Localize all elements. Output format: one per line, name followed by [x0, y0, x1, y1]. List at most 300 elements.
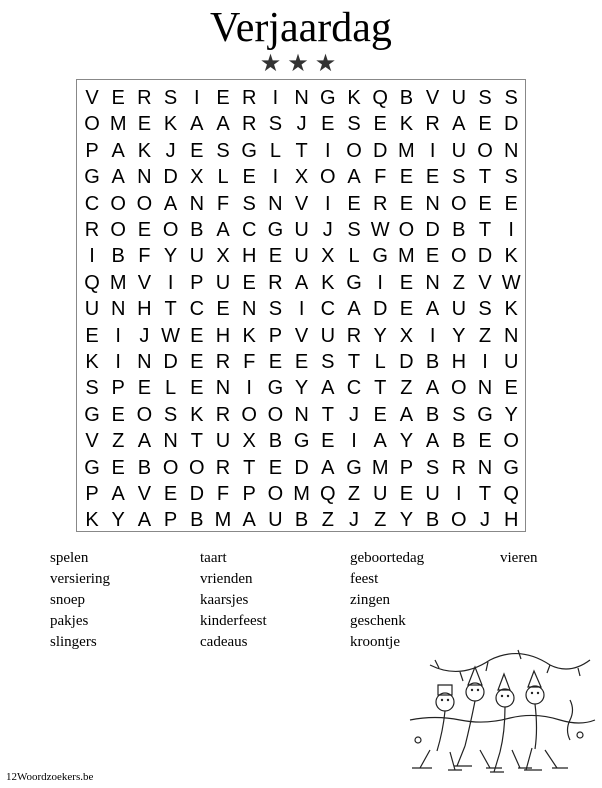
grid-letter: T: [190, 430, 203, 453]
grid-letter: L: [269, 139, 281, 162]
grid-row: [77, 111, 527, 137]
grid-letter: Z: [452, 271, 465, 294]
grid-row: [77, 349, 527, 375]
grid-letter: E: [294, 351, 309, 373]
grid-letter: E: [321, 430, 335, 453]
grid-letter: M: [109, 113, 127, 136]
grid-letter: R: [137, 87, 152, 109]
grid-letter: S: [504, 87, 518, 109]
grid-letter: I: [115, 351, 121, 373]
grid-letter: A: [111, 483, 125, 505]
grid-row: [77, 507, 527, 533]
grid-row: [77, 296, 527, 322]
grid-row: [77, 481, 527, 507]
grid-letter: G: [267, 219, 284, 241]
grid-letter: Z: [374, 509, 387, 532]
grid-letter: S: [321, 351, 335, 373]
grid-letter: U: [503, 351, 519, 373]
grid-letter: E: [399, 166, 414, 189]
grid-letter: O: [84, 113, 100, 136]
grid-letter: N: [163, 430, 178, 453]
grid-letter: E: [399, 271, 414, 294]
grid-letter: U: [189, 245, 205, 268]
grid-letter: R: [241, 113, 257, 136]
grid-letter: M: [293, 483, 310, 505]
grid-row: [77, 455, 527, 481]
grid-letter: X: [216, 245, 230, 268]
grid-letter: D: [477, 245, 493, 268]
grid-letter: I: [482, 351, 488, 373]
grid-letter: P: [163, 509, 178, 532]
grid-letter: A: [137, 430, 152, 453]
grid-letter: E: [137, 113, 152, 136]
word-column-4: [500, 548, 537, 569]
grid-letter: Z: [400, 377, 413, 400]
grid-letter: B: [294, 509, 309, 532]
grid-letter: A: [111, 139, 125, 162]
grid-letter: N: [268, 192, 283, 215]
grid-letter: E: [478, 430, 492, 453]
word-item: versiering: [50, 571, 110, 587]
grid-letter: Z: [347, 483, 361, 505]
grid-letter: E: [137, 219, 152, 241]
grid-letter: Q: [320, 483, 336, 505]
grid-letter: Y: [111, 509, 125, 532]
grid-letter: G: [84, 456, 100, 479]
grid-letter: G: [293, 430, 310, 453]
grid-letter: C: [84, 192, 100, 215]
grid-letter: S: [452, 166, 466, 189]
grid-letter: E: [242, 166, 256, 189]
grid-letter: O: [189, 456, 205, 479]
grid-row: [77, 164, 527, 190]
grid-letter: S: [268, 298, 283, 321]
grid-letter: E: [373, 403, 387, 426]
word-item: geboortedag: [350, 550, 425, 566]
grid-letter: N: [137, 351, 152, 373]
grid-letter: E: [137, 377, 152, 400]
grid-letter: G: [346, 271, 362, 294]
grid-letter: E: [425, 166, 440, 189]
grid-letter: H: [503, 509, 519, 532]
grid-letter: O: [346, 139, 362, 162]
grid-letter: D: [163, 166, 178, 189]
grid-letter: K: [399, 113, 414, 136]
grid-letter: P: [190, 271, 204, 294]
grid-row: [77, 217, 527, 243]
grid-letter: I: [115, 324, 121, 347]
grid-letter: F: [374, 166, 387, 189]
grid-letter: A: [190, 113, 204, 136]
grid-letter: T: [243, 456, 256, 479]
grid-letter: X: [190, 166, 204, 189]
grid-letter: G: [503, 456, 519, 479]
grid-letter: V: [294, 192, 309, 215]
grid-letter: U: [268, 509, 283, 532]
grid-letter: K: [163, 113, 178, 136]
grid-letter: N: [294, 403, 309, 426]
grid-letter: O: [110, 219, 126, 241]
grid-letter: B: [399, 87, 414, 109]
grid-letter: G: [241, 139, 257, 162]
grid-letter: A: [347, 166, 361, 189]
grid-letter: W: [370, 219, 390, 241]
grid-letter: Y: [452, 324, 466, 347]
grid-letter: U: [372, 483, 388, 505]
grid-letter: H: [215, 324, 231, 347]
word-item: taart: [200, 550, 227, 566]
grid-letter: B: [137, 456, 152, 479]
grid-letter: N: [503, 324, 519, 347]
grid-letter: A: [373, 430, 387, 453]
grid-letter: Q: [503, 483, 519, 505]
grid-letter: T: [164, 298, 177, 321]
grid-letter: T: [321, 403, 334, 426]
grid-letter: F: [216, 192, 230, 215]
grid-letter: W: [501, 271, 521, 294]
difficulty-stars: ★★★: [259, 51, 343, 77]
word-item: vieren: [500, 550, 538, 566]
grid-letter: K: [137, 139, 152, 162]
grid-letter: O: [136, 192, 153, 215]
grid-letter: I: [456, 483, 462, 505]
grid-letter: D: [294, 456, 309, 479]
grid-letter: D: [399, 351, 414, 373]
grid-letter: O: [398, 219, 415, 241]
grid-letter: N: [477, 456, 493, 479]
grid-letter: O: [451, 192, 467, 215]
grid-letter: A: [163, 192, 178, 215]
grid-letter: A: [425, 430, 440, 453]
grid-letter: Y: [294, 377, 309, 400]
grid-letter: A: [242, 509, 256, 532]
grid-letter: J: [296, 113, 307, 136]
grid-letter: N: [110, 298, 126, 321]
grid-letter: B: [111, 245, 125, 268]
grid-letter: R: [372, 192, 388, 215]
grid-row: [77, 85, 527, 111]
grid-letter: S: [478, 298, 492, 321]
grid-letter: B: [452, 219, 466, 241]
grid-letter: I: [272, 87, 279, 109]
word-search-grid: [76, 79, 526, 532]
grid-letter: D: [163, 351, 178, 373]
grid-letter: S: [85, 377, 99, 400]
grid-letter: J: [322, 219, 333, 241]
grid-row: [77, 138, 527, 164]
grid-letter: S: [163, 403, 178, 426]
grid-row: [77, 270, 527, 296]
grid-letter: S: [478, 87, 492, 109]
grid-letter: P: [85, 483, 99, 505]
grid-letter: P: [111, 377, 125, 400]
grid-letter: E: [190, 351, 204, 373]
grid-letter: D: [503, 113, 519, 136]
grid-letter: S: [504, 166, 518, 189]
grid-row: [77, 428, 527, 454]
grid-letter: E: [478, 192, 492, 215]
grid-letter: O: [110, 192, 126, 215]
grid-letter: R: [215, 351, 231, 373]
grid-letter: U: [451, 298, 467, 321]
grid-letter: U: [84, 298, 100, 321]
grid-letter: G: [372, 245, 388, 268]
grid-letter: R: [241, 87, 257, 109]
grid-letter: M: [109, 271, 127, 294]
grid-letter: E: [216, 87, 230, 109]
grid-letter: E: [268, 351, 283, 373]
grid-letter: B: [425, 351, 440, 373]
grid-letter: O: [267, 483, 284, 505]
grid-letter: U: [320, 324, 336, 347]
grid-letter: R: [84, 219, 100, 241]
word-item: pakjes: [50, 613, 89, 629]
grid-letter: M: [214, 509, 232, 532]
grid-letter: Y: [373, 324, 387, 347]
grid-letter: Z: [321, 509, 334, 532]
grid-letter: X: [294, 166, 309, 189]
word-column-3: [350, 548, 424, 653]
grid-letter: I: [377, 271, 383, 294]
word-item: feest: [350, 571, 379, 587]
grid-letter: R: [451, 456, 467, 479]
grid-letter: I: [194, 87, 200, 109]
grid-letter: L: [348, 245, 360, 268]
grid-letter: L: [374, 351, 386, 373]
word-item: slingers: [50, 634, 97, 650]
grid-letter: H: [137, 298, 152, 321]
grid-letter: J: [349, 509, 359, 532]
grid-letter: A: [137, 509, 152, 532]
grid-letter: N: [425, 192, 440, 215]
grid-letter: A: [347, 298, 361, 321]
grid-letter: I: [508, 219, 514, 241]
word-item: snoep: [50, 592, 85, 608]
grid-letter: F: [216, 483, 230, 505]
grid-letter: G: [84, 403, 100, 426]
grid-letter: R: [215, 456, 231, 479]
grid-letter: C: [189, 298, 205, 321]
grid-letter: B: [425, 509, 440, 532]
grid-letter: S: [347, 113, 361, 136]
grid-letter: D: [425, 219, 440, 241]
grid-letter: E: [85, 324, 99, 347]
grid-letter: N: [241, 298, 257, 321]
grid-letter: K: [190, 403, 204, 426]
grid-letter: A: [321, 377, 335, 400]
grid-letter: Z: [112, 430, 125, 453]
grid-letter: T: [478, 483, 492, 505]
grid-letter: A: [425, 298, 440, 321]
word-item: zingen: [350, 592, 390, 608]
grid-letter: B: [425, 403, 440, 426]
grid-letter: O: [267, 403, 284, 426]
grid-letter: O: [162, 456, 179, 479]
grid-letter: L: [217, 166, 229, 189]
grid-letter: K: [504, 298, 518, 321]
grid-letter: W: [161, 324, 181, 347]
grid-letter: Z: [478, 324, 492, 347]
grid-letter: E: [478, 113, 492, 136]
grid-letter: I: [325, 139, 331, 162]
party-illustration: [400, 640, 600, 785]
grid-letter: A: [216, 113, 230, 136]
grid-letter: M: [398, 245, 415, 268]
grid-letter: S: [163, 87, 178, 109]
grid-letter: T: [374, 377, 387, 400]
grid-letter: U: [294, 245, 309, 268]
grid-letter: Y: [504, 403, 518, 426]
grid-letter: M: [398, 139, 415, 162]
grid-letter: E: [321, 113, 335, 136]
grid-letter: N: [477, 377, 493, 400]
grid-letter: S: [425, 456, 440, 479]
grid-letter: T: [295, 139, 308, 162]
grid-letter: A: [294, 271, 309, 294]
grid-letter: T: [478, 219, 492, 241]
grid-letter: K: [85, 509, 99, 532]
grid-letter: C: [241, 219, 257, 241]
grid-letter: L: [165, 377, 177, 400]
grid-letter: F: [243, 351, 256, 373]
grid-letter: B: [190, 219, 204, 241]
grid-row: [77, 402, 527, 428]
grid-letter: E: [190, 139, 204, 162]
grid-letter: J: [165, 139, 176, 162]
grid-letter: V: [425, 87, 440, 109]
grid-letter: K: [347, 87, 361, 109]
grid-letter: V: [294, 324, 309, 347]
grid-letter: Y: [399, 509, 414, 532]
grid-letter: B: [452, 430, 466, 453]
grid-letter: R: [425, 113, 440, 136]
grid-letter: P: [85, 139, 99, 162]
grid-letter: A: [452, 113, 466, 136]
grid-letter: S: [268, 113, 283, 136]
grid-letter: A: [425, 377, 440, 400]
word-item: spelen: [50, 550, 89, 566]
grid-letter: I: [246, 377, 252, 400]
word-column-1: [50, 548, 110, 653]
grid-letter: E: [190, 377, 204, 400]
word-item: cadeaus: [200, 634, 248, 650]
grid-letter: E: [373, 113, 387, 136]
grid-letter: Q: [84, 271, 100, 294]
grid-letter: I: [429, 139, 436, 162]
grid-letter: Q: [372, 87, 388, 109]
grid-letter: A: [111, 166, 125, 189]
grid-letter: O: [451, 509, 467, 532]
grid-letter: T: [347, 351, 361, 373]
grid-letter: D: [189, 483, 205, 505]
word-list: [0, 548, 602, 648]
grid-letter: R: [215, 403, 231, 426]
grid-letter: H: [241, 245, 257, 268]
grid-row: [77, 191, 527, 217]
grid-letter: E: [399, 298, 414, 321]
grid-letter: K: [85, 351, 99, 373]
grid-letter: M: [371, 456, 389, 479]
grid-letter: X: [242, 430, 256, 453]
grid-letter: V: [85, 87, 99, 109]
grid-letter: K: [321, 271, 335, 294]
grid-letter: E: [216, 298, 230, 321]
grid-letter: D: [372, 139, 388, 162]
grid-letter: U: [451, 139, 467, 162]
word-item: geschenk: [350, 613, 406, 629]
grid-letter: E: [111, 87, 125, 109]
grid-letter: F: [138, 245, 151, 268]
grid-letter: S: [452, 403, 466, 426]
grid-letter: G: [267, 377, 284, 400]
grid-letter: N: [425, 271, 440, 294]
grid-letter: G: [320, 87, 336, 109]
grid-letter: R: [268, 271, 283, 294]
grid-letter: I: [351, 430, 357, 453]
grid-letter: S: [216, 139, 230, 162]
grid-letter: N: [503, 139, 519, 162]
grid-letter: V: [137, 483, 152, 505]
grid-letter: V: [137, 271, 152, 294]
grid-letter: E: [268, 245, 283, 268]
grid-letter: A: [321, 456, 335, 479]
grid-letter: E: [504, 377, 518, 400]
grid-letter: A: [399, 403, 414, 426]
grid-letter: B: [190, 509, 204, 532]
grid-letter: C: [320, 298, 336, 321]
grid-letter: G: [346, 456, 362, 479]
grid-letter: O: [136, 403, 153, 426]
grid-letter: U: [215, 271, 231, 294]
grid-letter: E: [111, 456, 125, 479]
grid-row: [77, 323, 527, 349]
grid-letter: K: [504, 245, 518, 268]
grid-letter: K: [242, 324, 256, 347]
grid-letter: U: [425, 483, 440, 505]
grid-letter: N: [215, 377, 231, 400]
grid-letter: O: [451, 377, 467, 400]
grid-letter: X: [321, 245, 335, 268]
grid-letter: I: [89, 245, 95, 268]
grid-letter: U: [294, 219, 309, 241]
word-item: kinderfeest: [200, 613, 267, 629]
grid-letter: A: [216, 219, 230, 241]
word-item: vrienden: [200, 571, 253, 587]
grid-letter: D: [372, 298, 388, 321]
grid-letter: E: [399, 483, 414, 505]
grid-letter: I: [298, 298, 305, 321]
grid-letter: C: [346, 377, 362, 400]
grid-letter: N: [294, 87, 309, 109]
grid-letter: O: [241, 403, 257, 426]
grid-letter: O: [320, 166, 336, 189]
grid-letter: E: [242, 271, 256, 294]
grid-letter: I: [272, 166, 279, 189]
grid-letter: E: [504, 192, 518, 215]
grid-letter: U: [451, 87, 467, 109]
grid-letter: J: [480, 509, 490, 532]
grid-letter: O: [477, 139, 493, 162]
grid-letter: V: [478, 271, 492, 294]
grid-letter: J: [139, 324, 150, 347]
grid-letter: P: [268, 324, 283, 347]
grid-letter: N: [137, 166, 152, 189]
grid-letter: E: [399, 192, 414, 215]
grid-letter: G: [477, 403, 493, 426]
grid-letter: O: [503, 430, 519, 453]
grid-letter: X: [399, 324, 414, 347]
grid-letter: E: [268, 456, 283, 479]
